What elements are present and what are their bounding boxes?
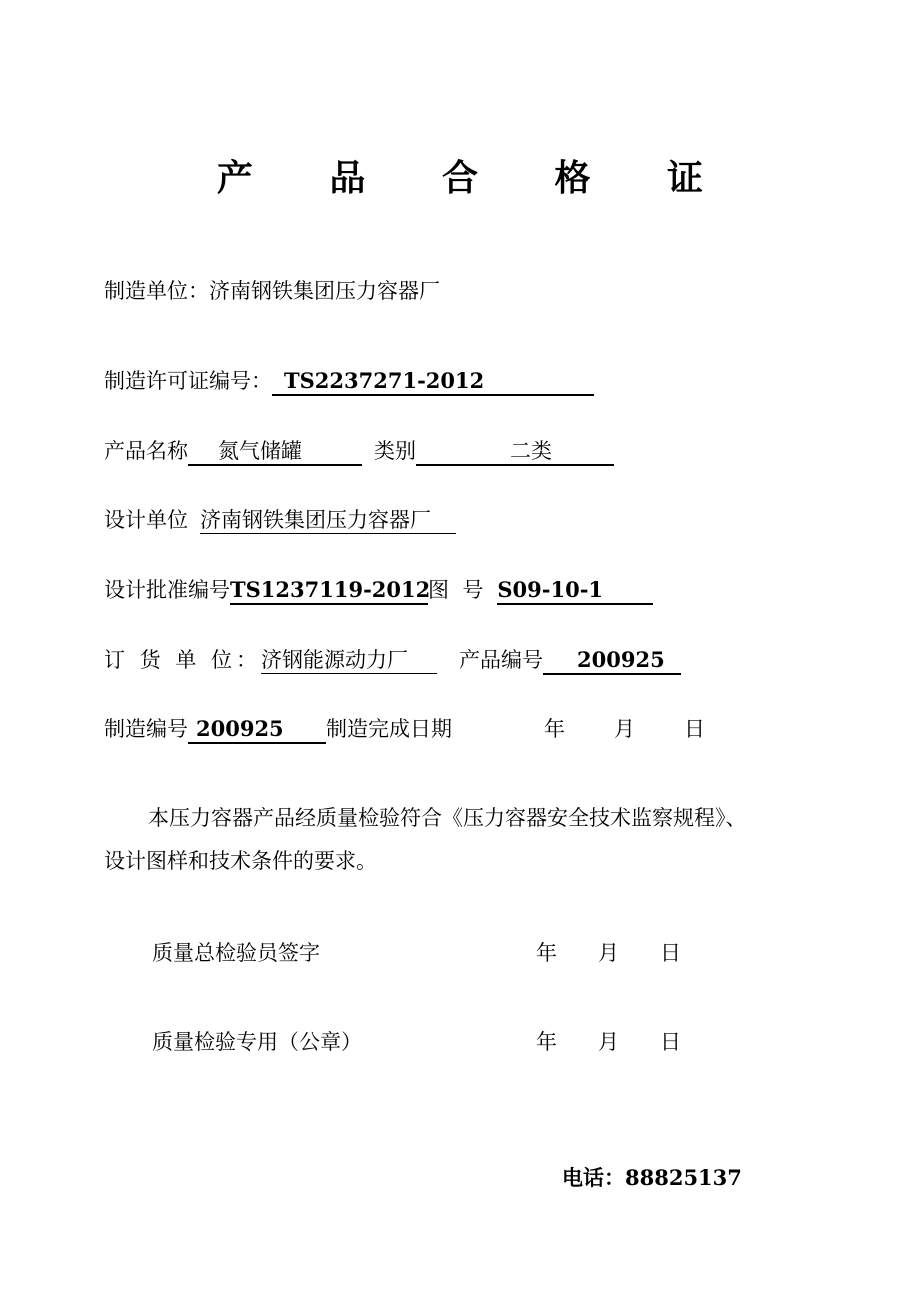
license-row bbox=[104, 366, 594, 396]
license-label: 制造许可证编号： bbox=[104, 369, 272, 393]
completion-year: 年 bbox=[544, 717, 565, 741]
category-value: 二类 bbox=[416, 438, 614, 466]
completion-date-label: 制造完成日期 bbox=[326, 717, 452, 741]
manufacturer-label: 制造单位： bbox=[104, 279, 209, 303]
inspector-month: 月 bbox=[598, 941, 619, 965]
order-value: 济钢能源动力厂 bbox=[261, 647, 437, 674]
design-approval-value: TS1237119-2012 bbox=[230, 577, 428, 605]
design-approval-row bbox=[104, 575, 653, 605]
drawing-no-label: 图 号 bbox=[428, 578, 484, 602]
inspection-seal-label: 质量检验专用（公章） bbox=[152, 1030, 362, 1054]
seal-day: 日 bbox=[660, 1030, 681, 1054]
design-unit-value: 济南钢铁集团压力容器厂 bbox=[200, 507, 456, 534]
product-name-value: 氮气储罐 bbox=[188, 438, 362, 466]
design-approval-label: 设计批准编号 bbox=[104, 578, 230, 602]
product-no-label: 产品编号 bbox=[459, 648, 544, 672]
seal-month: 月 bbox=[598, 1030, 619, 1054]
phone-row bbox=[562, 1163, 742, 1193]
manufacturer-value: 济南钢铁集团压力容器厂 bbox=[209, 279, 440, 303]
design-unit-row bbox=[104, 505, 456, 535]
statement-line-1: 本压力容器产品经质量检验符合《压力容器安全技术监察规程》、 bbox=[148, 806, 747, 830]
product-row bbox=[104, 436, 614, 466]
order-row bbox=[104, 645, 681, 675]
inspector-year: 年 bbox=[536, 941, 557, 965]
inspector-day: 日 bbox=[660, 941, 681, 965]
drawing-no-value: S09-10-1 bbox=[497, 577, 653, 605]
manufacturer-row bbox=[104, 276, 440, 306]
completion-day: 日 bbox=[684, 717, 705, 741]
statement-line-2: 设计图样和技术条件的要求。 bbox=[104, 849, 377, 873]
phone-value: 88825137 bbox=[625, 1165, 742, 1190]
manufacture-row bbox=[104, 714, 452, 744]
completion-month: 月 bbox=[614, 717, 635, 741]
inspector-signature-label: 质量总检验员签字 bbox=[152, 941, 320, 965]
manufacture-no-value: 200925 bbox=[188, 716, 326, 744]
product-no-value: 200925 bbox=[543, 647, 681, 675]
design-unit-label: 设计单位 bbox=[104, 508, 188, 532]
product-name-label: 产品名称 bbox=[104, 439, 188, 463]
license-value: TS2237271-2012 bbox=[272, 368, 594, 396]
manufacture-no-label: 制造编号 bbox=[104, 717, 188, 741]
phone-label: 电话： bbox=[562, 1165, 625, 1190]
category-label: 类别 bbox=[374, 439, 416, 463]
order-label: 订 货 单 位： bbox=[104, 648, 262, 672]
page-title: 产 品 合 格 证 bbox=[216, 157, 736, 199]
seal-year: 年 bbox=[536, 1030, 557, 1054]
